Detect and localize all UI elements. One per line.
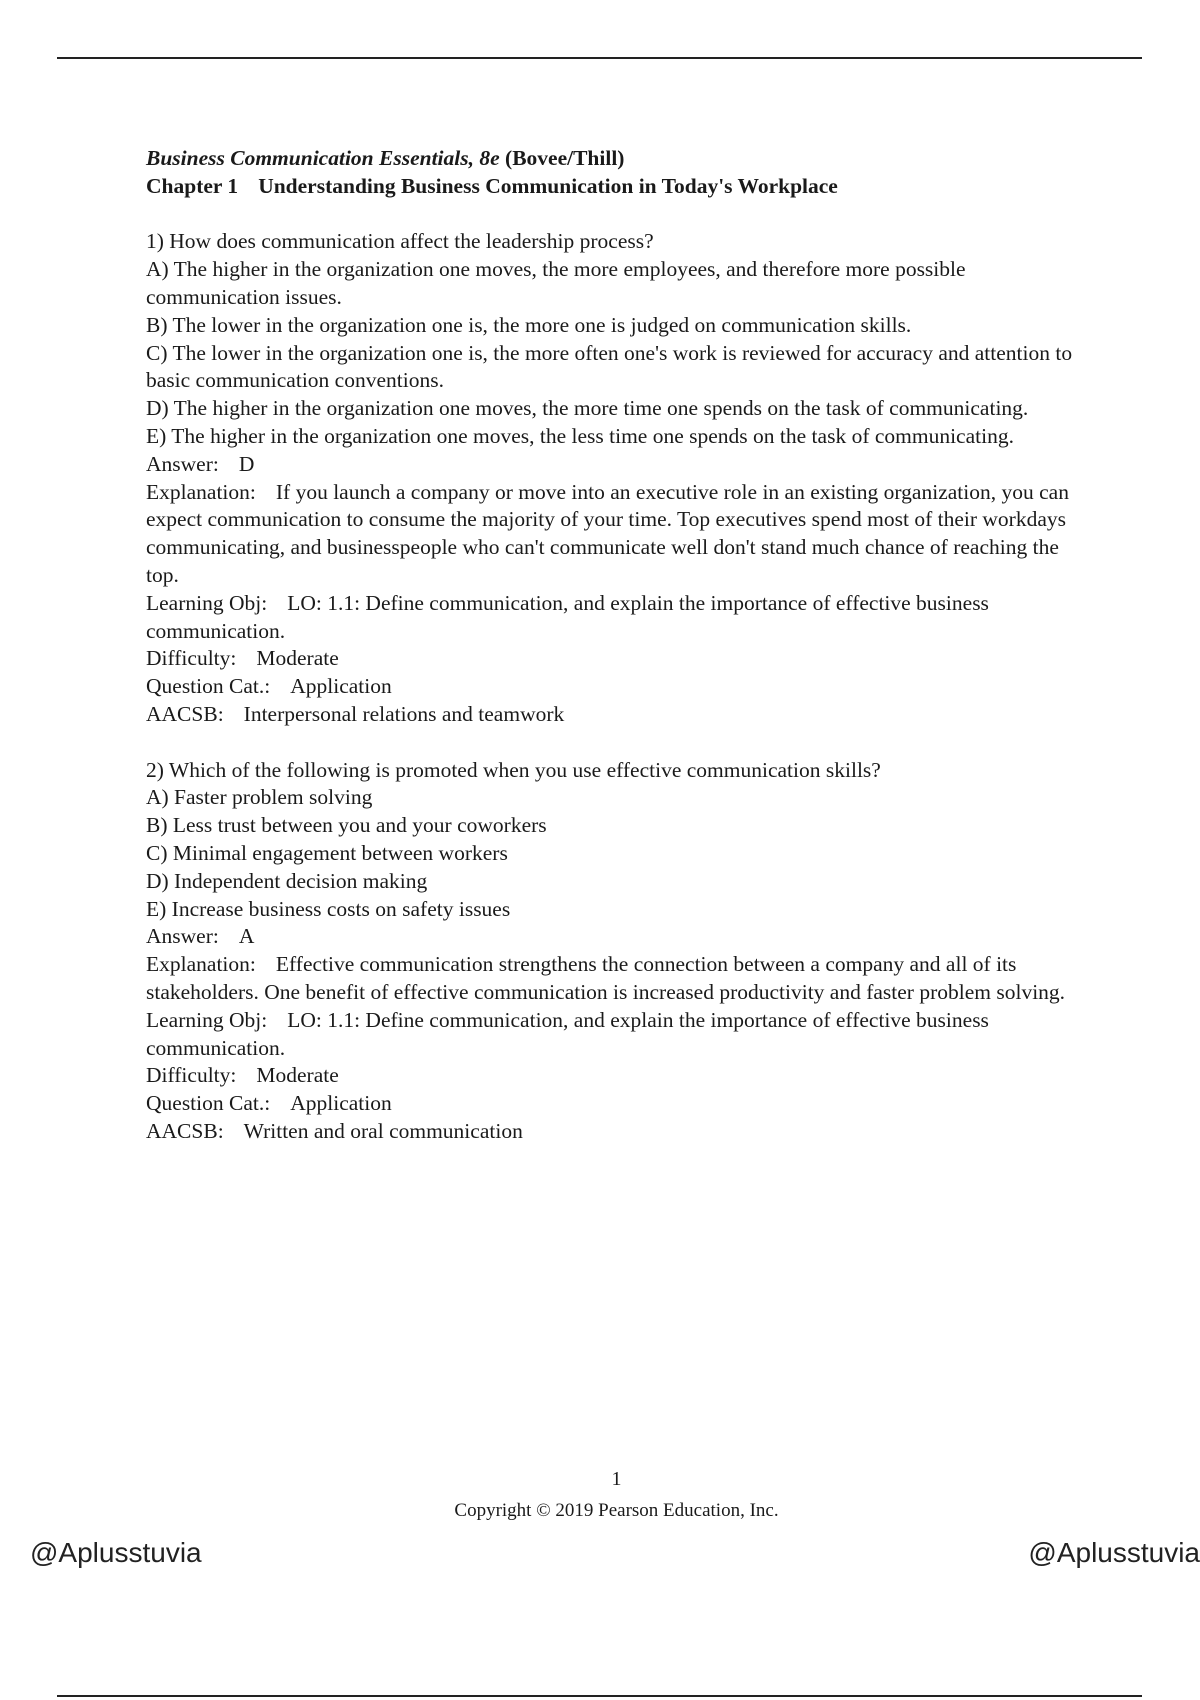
question-cat-label: Question Cat.: (146, 1091, 271, 1116)
difficulty-line (146, 1062, 1086, 1090)
question-cat-value: Application (290, 674, 392, 699)
question-2 (146, 757, 1086, 1146)
option-e: E) The higher in the organization one moves, the less time one spends on the task of communicating. (146, 423, 1014, 448)
learning-obj-label: Learning Obj: (146, 590, 268, 615)
learning-obj-text: LO: 1.1: Define communication, and explain the importance of effective business communication. (146, 1007, 989, 1060)
learning-obj-label: Learning Obj: (146, 1007, 268, 1032)
option-c: C) Minimal engagement between workers (146, 840, 508, 865)
option-d: D) The higher in the organization one moves, the more time one spends on the task of communicating. (146, 396, 1029, 421)
question-cat-line (146, 1090, 1086, 1118)
question-stem: 1) How does communication affect the leadership process? (146, 229, 654, 254)
answer-line (146, 923, 1086, 951)
watermark-right: @Aplusstuvia (1028, 1537, 1200, 1568)
chapter-title: Understanding Business Communication in Today's Workplace (258, 173, 838, 198)
watermark-left: @Aplusstuvia (30, 1537, 202, 1568)
difficulty-line (146, 645, 1086, 673)
question-1 (146, 228, 1086, 728)
option-a: A) The higher in the organization one moves, the more employees, and therefore more possible communication issues. (146, 257, 966, 309)
answer-label: Answer: (146, 924, 219, 949)
aacsb-line (146, 1118, 1086, 1146)
aacsb-value: Written and oral communication (243, 1118, 523, 1143)
chapter-label: Chapter 1 (146, 173, 239, 198)
book-title-line (146, 145, 1086, 173)
difficulty-value: Moderate (256, 646, 339, 671)
explanation-text: Effective communication strengthens the connection between a company and all of its stakeholders. One benefit of effective communication is increased productivity and faster problem solving. (146, 952, 1066, 1004)
explanation-line (146, 479, 1086, 590)
chapter-title-line (146, 173, 1086, 201)
question-cat-value: Application (290, 1091, 392, 1116)
top-rule (57, 57, 1142, 59)
explanation-label: Explanation: (146, 479, 256, 504)
question-cat-line (146, 673, 1086, 701)
option-e: E) Increase business costs on safety issues (146, 896, 511, 921)
book-title: Business Communication Essentials, 8e (146, 146, 500, 170)
aacsb-line (146, 701, 1086, 729)
answer-value: D (238, 451, 255, 476)
option-b: B) Less trust between you and your coworkers (146, 813, 547, 838)
explanation-label: Explanation: (146, 952, 256, 977)
difficulty-label: Difficulty: (146, 646, 237, 671)
option-d: D) Independent decision making (146, 868, 428, 893)
option-a: A) Faster problem solving (146, 785, 373, 810)
aacsb-value: Interpersonal relations and teamwork (243, 701, 565, 726)
page-number: 1 (611, 1468, 622, 1490)
explanation-text: If you launch a company or move into an executive role in an existing organization, you can expect communication to consume the majority of your time. Top executives spend most of their workdays communicating, and businesspeople who can't communicate well don't stand much chance of reaching the top. (146, 479, 1069, 587)
difficulty-label: Difficulty: (146, 1063, 237, 1088)
explanation-line (146, 951, 1086, 1007)
difficulty-value: Moderate (256, 1063, 339, 1088)
question-stem: 2) Which of the following is promoted when you use effective communication skills? (146, 757, 881, 782)
answer-value: A (238, 924, 255, 949)
answer-line (146, 451, 1086, 479)
bottom-rule (57, 1695, 1142, 1697)
learning-obj-line (146, 590, 1086, 646)
copyright-notice: Copyright © 2019 Pearson Education, Inc. (454, 1500, 779, 1521)
question-cat-label: Question Cat.: (146, 674, 271, 699)
option-b: B) The lower in the organization one is, the more one is judged on communication skills. (146, 312, 912, 337)
option-c: C) The lower in the organization one is, the more often one's work is reviewed for accuracy and attention to basic communication conventions. (146, 340, 1073, 393)
learning-obj-text: LO: 1.1: Define communication, and explain the importance of effective business communication. (146, 590, 989, 643)
answer-label: Answer: (146, 451, 219, 476)
book-authors: (Bovee/Thill) (505, 146, 625, 170)
aacsb-label: AACSB: (146, 701, 224, 726)
learning-obj-line (146, 1007, 1086, 1063)
aacsb-label: AACSB: (146, 1118, 224, 1143)
document-body (146, 145, 1086, 1146)
